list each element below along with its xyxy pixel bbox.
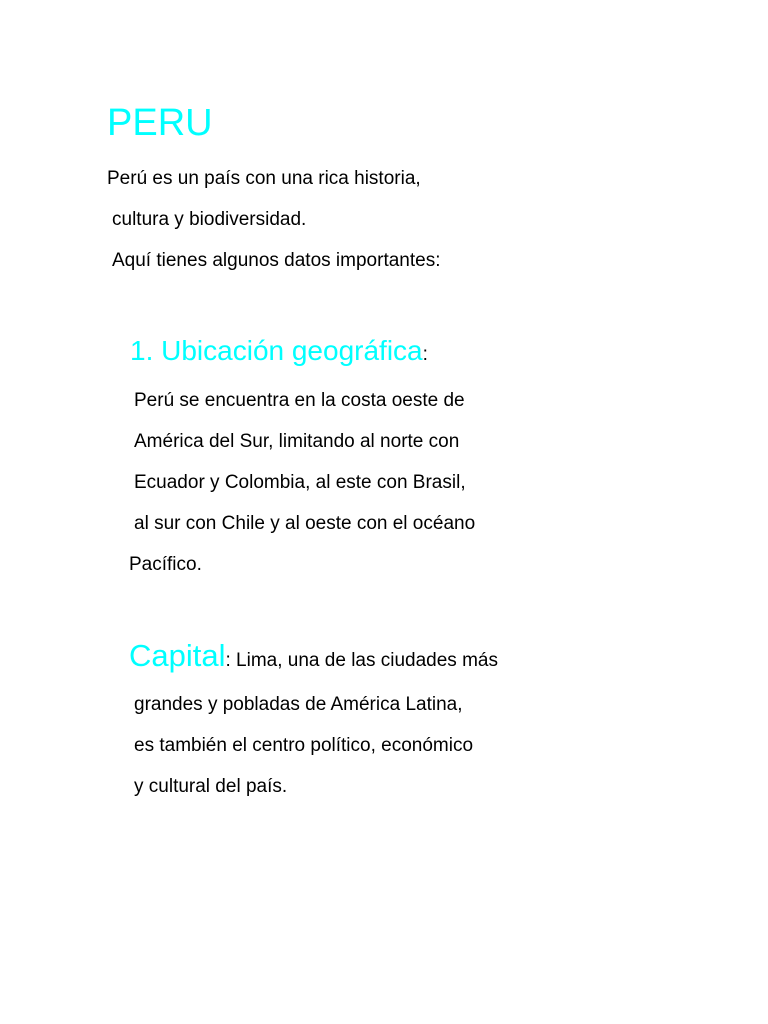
section-heading-ubicacion [130,333,428,373]
capital-line-2: grandes y pobladas de América Latina, [134,694,463,715]
capital-paragraph [129,638,498,680]
section-heading-text: 1. Ubicación geográfica [130,335,423,366]
intro-line-2: cultura y biodiversidad. [112,209,307,230]
intro-line-3: Aquí tienes algunos datos importantes: [112,250,441,271]
section-heading-colon: : [422,344,428,365]
ubicacion-line-1: Perú se encuentra en la costa oeste de [134,390,465,411]
ubicacion-line-3: Ecuador y Colombia, al este con Brasil, [134,472,466,493]
ubicacion-line-2: América del Sur, limitando al norte con [134,431,460,452]
page-title: PERU [107,102,213,144]
ubicacion-line-4: al sur con Chile y al oeste con el océano [134,513,476,534]
capital-label: Capital [129,638,226,673]
intro-line-1: Perú es un país con una rica historia, [107,168,421,189]
capital-line-3: es también el centro político, económico [134,735,474,756]
capital-line-4: y cultural del país. [134,776,288,797]
capital-first-line: : Lima, una de las ciudades más [225,650,498,671]
ubicacion-line-5: Pacífico. [129,554,202,575]
